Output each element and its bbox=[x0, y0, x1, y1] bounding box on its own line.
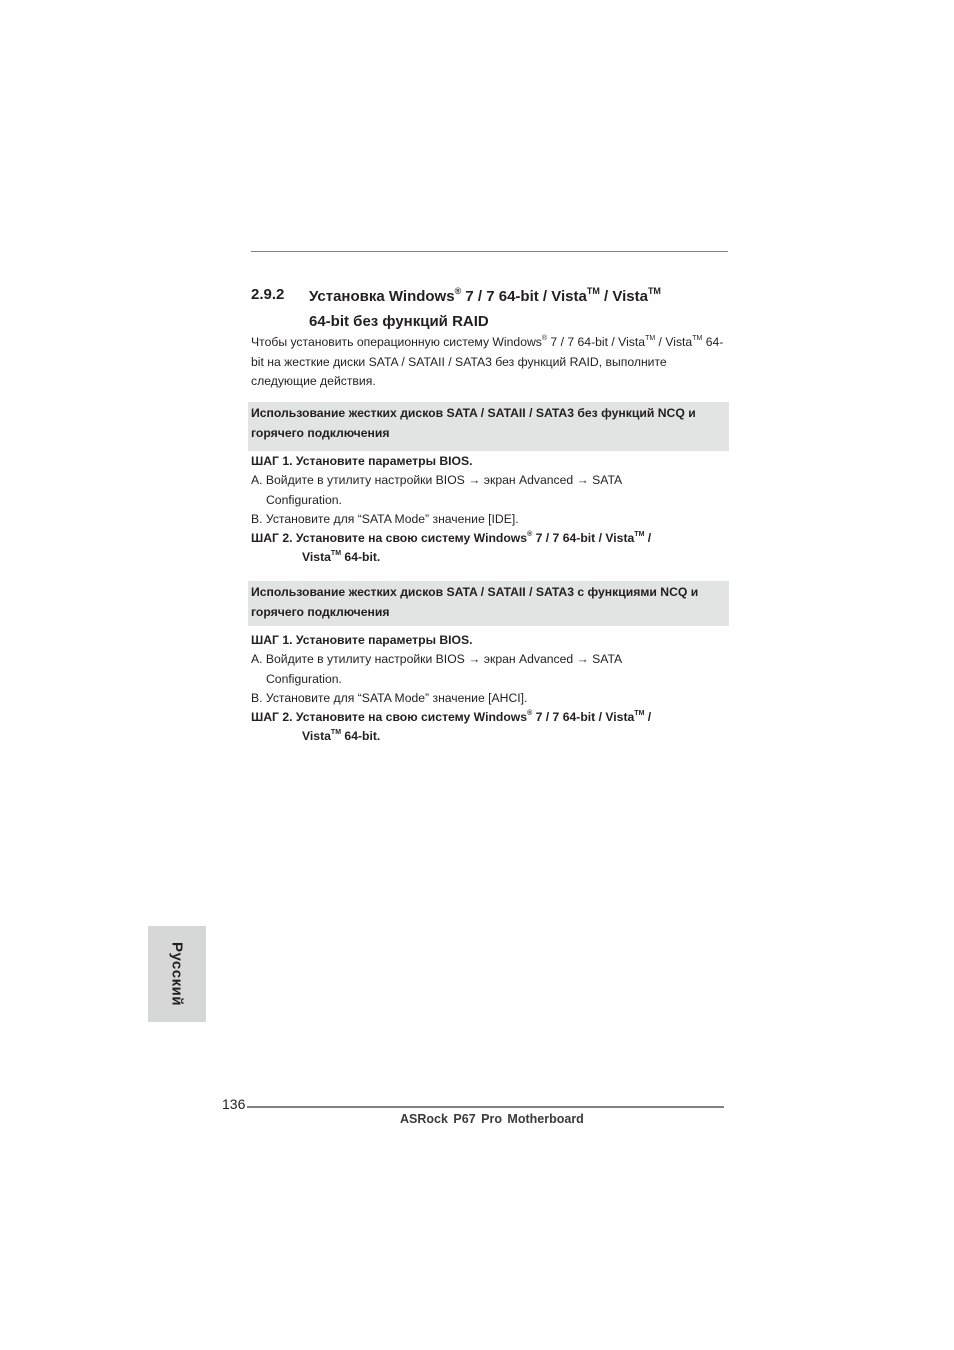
block1-item-a: A. Войдите в утилиту настройки BIOS → экран Advanced → SATA bbox=[251, 473, 623, 488]
block2-step1-title: ШАГ 1. Установите параметры BIOS. bbox=[251, 633, 473, 647]
block1-step2: ШАГ 2. Установите на свою систему Windows® 7 / 7 64-bit / Vista™ / bbox=[251, 531, 652, 546]
section-title-line2: 64-bit без функций RAID bbox=[309, 313, 489, 330]
footer-rule bbox=[247, 1106, 724, 1108]
block1-heading: Использование жестких дисков SATA / SATAII / SATA3 без функций NCQ и горячего подключения bbox=[248, 402, 729, 451]
intro-paragraph: Чтобы установить операционную систему Windows® 7 / 7 64-bit / Vista™ / Vista™ 64-bit на жесткие диски SATA / SATAII / SATA3 без функций RAID, выполните следующие действия. bbox=[251, 335, 724, 389]
language-tab bbox=[148, 926, 206, 1022]
block1-item-a-cont: Configuration. bbox=[266, 492, 342, 507]
block2-step2: ШАГ 2. Установите на свою систему Windows® 7 / 7 64-bit / Vista™ / bbox=[251, 710, 652, 725]
block2-steps bbox=[251, 631, 729, 747]
block2-item-a: A. Войдите в утилиту настройки BIOS → экран Advanced → SATA bbox=[251, 652, 623, 667]
block1-step2-cont: Vista™ 64-bit. bbox=[302, 550, 381, 565]
footer-title: ASRock P67 Pro Motherboard bbox=[400, 1112, 584, 1126]
block2-item-b: B. Установите для “SATA Mode” значение [AHCI]. bbox=[251, 690, 528, 705]
block1-item-b: B. Установите для “SATA Mode” значение [IDE]. bbox=[251, 511, 519, 526]
section-number: 2.9.2 bbox=[251, 286, 285, 303]
block1-step1-title: ШАГ 1. Установите параметры BIOS. bbox=[251, 454, 473, 468]
language-tab-label: Русский bbox=[168, 941, 186, 1007]
section-title-line1: Установка Windows® 7 / 7 64-bit / Vista™ / Vista™ bbox=[309, 286, 661, 305]
section-title bbox=[309, 284, 661, 334]
block1-steps bbox=[251, 452, 729, 568]
block2-heading: Использование жестких дисков SATA / SATAII / SATA3 с функциями NCQ и горячего подключения bbox=[248, 581, 729, 626]
block2-step2-cont: Vista™ 64-bit. bbox=[302, 729, 381, 744]
block2-item-a-cont: Configuration. bbox=[266, 671, 342, 686]
header-rule bbox=[251, 251, 728, 252]
page-number: 136 bbox=[222, 1096, 246, 1112]
